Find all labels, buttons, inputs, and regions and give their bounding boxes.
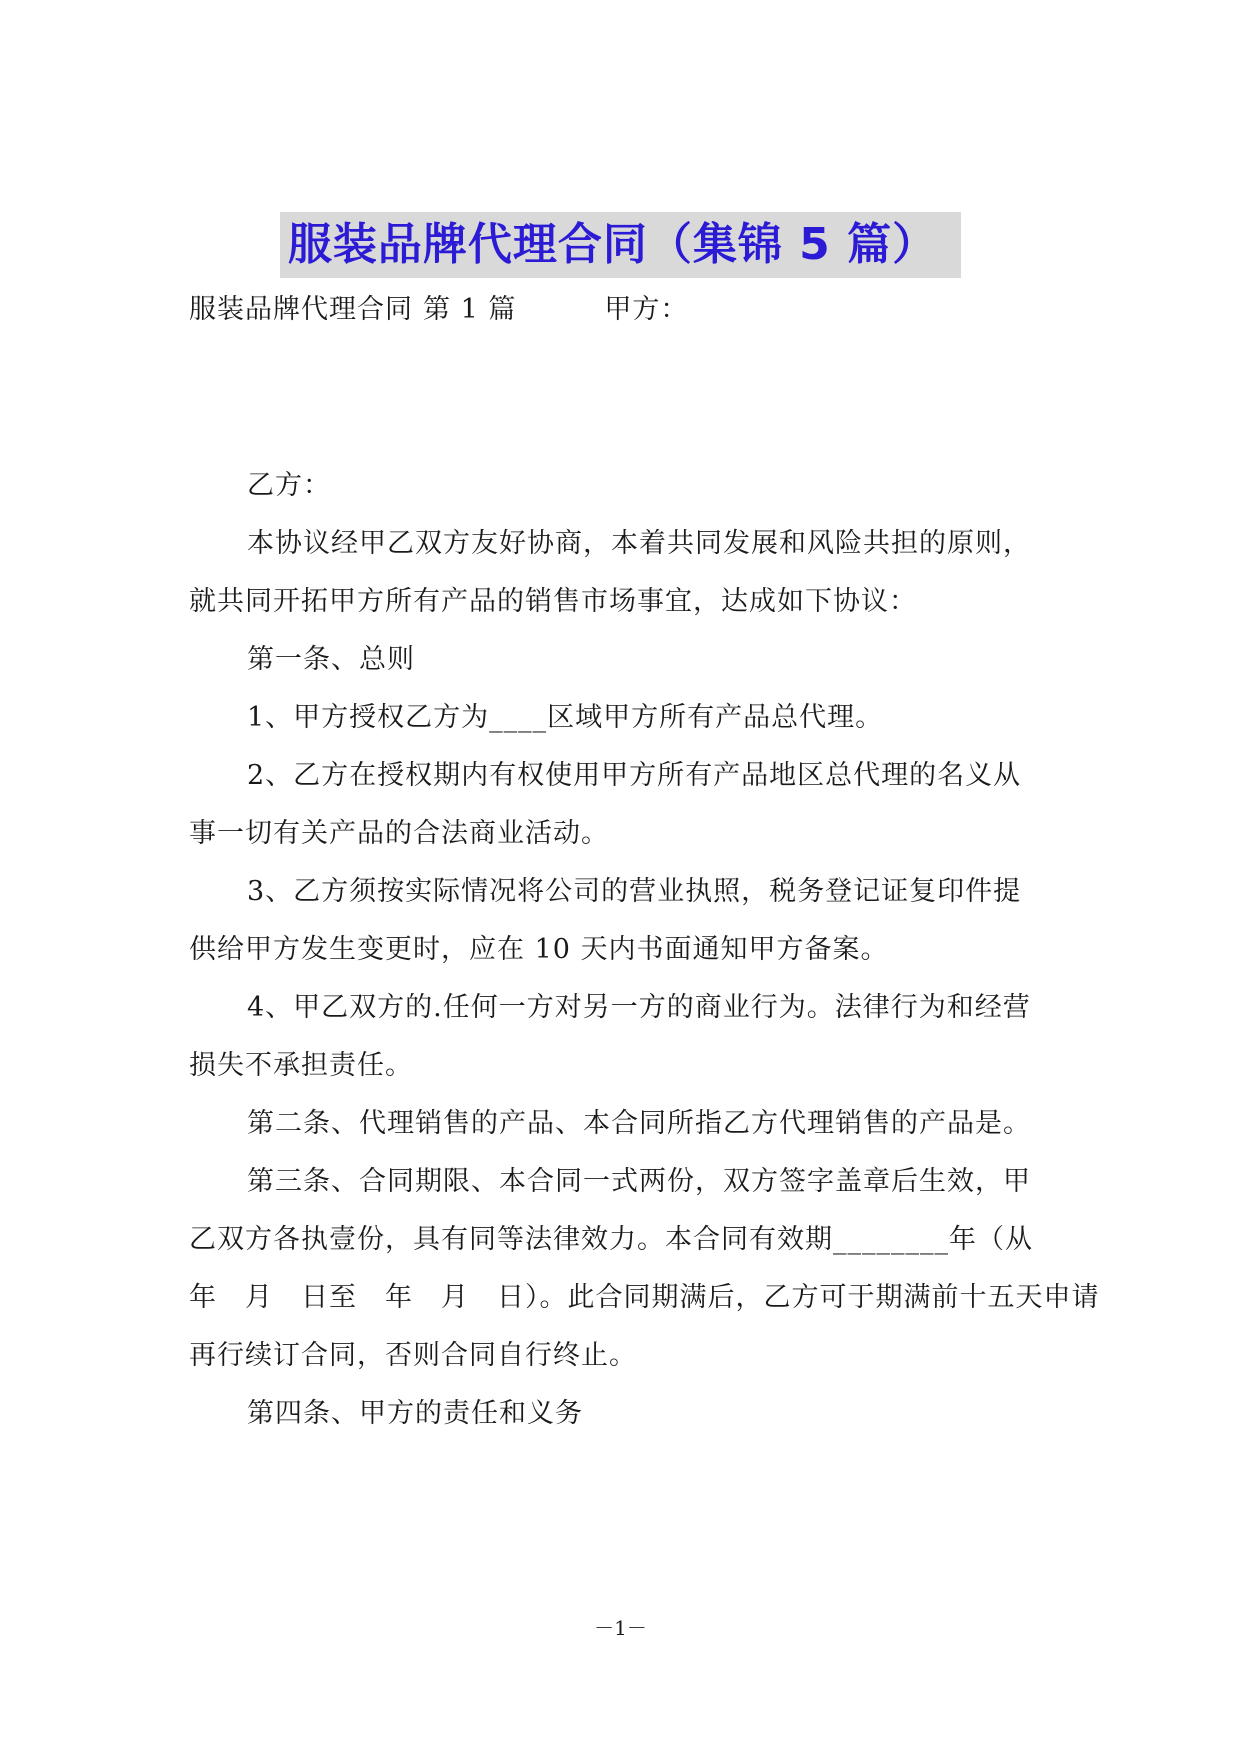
header-part-1: 服装品牌代理合同 xyxy=(189,294,413,325)
paragraph-line: 就共同开拓甲方所有产品的销售市场事宜，达成如下协议： xyxy=(189,586,917,617)
paragraph-line: 第四条、甲方的责任和义务 xyxy=(247,1398,583,1429)
page-number: －1－ xyxy=(594,1616,647,1640)
title-container xyxy=(0,212,1241,278)
paragraph-line: 第三条、合同期限、本合同一式两份，双方签字盖章后生效，甲 xyxy=(247,1166,1031,1197)
paragraph-line: 第二条、代理销售的产品、本合同所指乙方代理销售的产品是。 xyxy=(247,1108,1031,1139)
paragraph-line: 1、甲方授权乙方为____区域甲方所有产品总代理。 xyxy=(247,702,884,733)
paragraph-line: 2、乙方在授权期内有权使用甲方所有产品地区总代理的名义从 xyxy=(247,760,1022,791)
paragraph-line: 损失不承担责任。 xyxy=(189,1050,413,1081)
header-part-3: 甲方： xyxy=(604,294,689,325)
paragraph-line: 再行续订合同，否则合同自行终止。 xyxy=(189,1340,637,1371)
header-line xyxy=(189,290,1061,330)
paragraph-line: 3、乙方须按实际情况将公司的营业执照，税务登记证复印件提 xyxy=(247,876,1022,907)
paragraph-line: 年 月 日至 年 月 日）。此合同期满后，乙方可于期满前十五天申请 xyxy=(189,1282,1100,1313)
header-part-2: 第 1 篇 xyxy=(423,294,517,325)
paragraph-line: 4、甲乙双方的.任何一方对另一方的商业行为。法律行为和经营 xyxy=(247,992,1031,1023)
paragraph-line: 本协议经甲乙双方友好协商，本着共同发展和风险共担的原则， xyxy=(247,528,1031,559)
paragraph-line: 第一条、总则 xyxy=(247,644,415,675)
paragraph-line: 事一切有关产品的合法商业活动。 xyxy=(189,818,609,849)
paragraph-line: 乙方： xyxy=(247,470,331,501)
paragraph-line: 供给甲方发生变更时，应在 10 天内书面通知甲方备案。 xyxy=(189,934,889,965)
paragraph-line: 乙双方各执壹份，具有同等法律效力。本合同有效期________年（从 xyxy=(189,1224,1033,1255)
document-title: 服装品牌代理合同（集锦 5 篇） xyxy=(280,212,961,278)
